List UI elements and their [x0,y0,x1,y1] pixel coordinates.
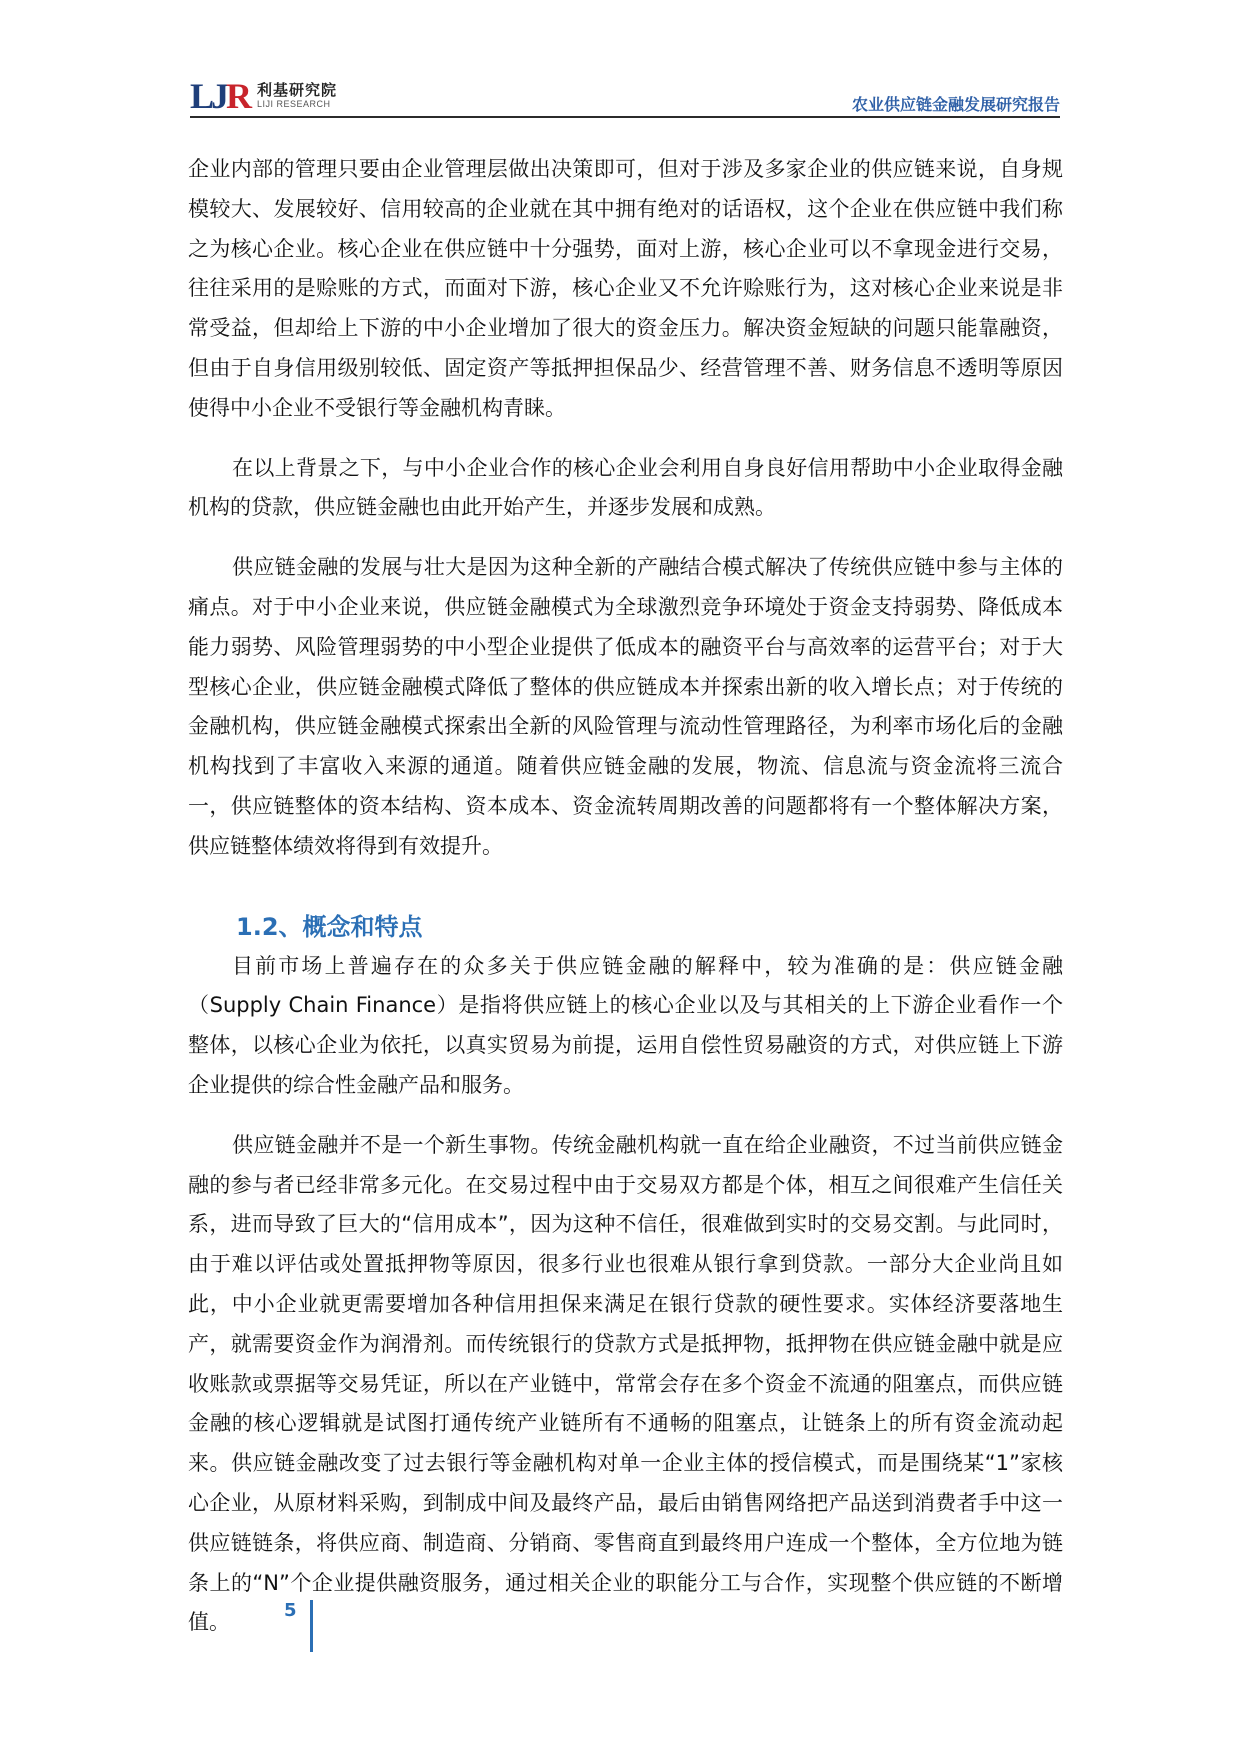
paragraph: 企业内部的管理只要由企业管理层做出决策即可，但对于涉及多家企业的供应链来说，自身规模较大、发展较好、信用较高的企业就在其中拥有绝对的话语权，这个企业在供应链中我们称之为核心企业。核心企业在供应链中十分强势，面对上游，核心企业可以不拿现金进行交易，往往采用的是赊账的方式，而面对下游，核心企业又不允许赊账行为，这对核心企业来说是非常受益，但却给上下游的中小企业增加了很大的资金压力。解决资金短缺的问题只能靠融资，但由于自身信用级别较低、固定资产等抵押担保品少、经营管理不善、财务信息不透明等原因使得中小企业不受银行等金融机构青睐。 [188,157,1063,420]
page-header [190,70,1060,118]
logo-text [257,82,337,110]
footer-bar [310,1600,313,1652]
document-body [188,150,1063,1643]
paragraph: 在以上背景之下，与中小企业合作的核心企业会利用自身良好信用帮助中小企业取得金融机构的贷款，供应链金融也由此开始产生，并逐步发展和成熟。 [188,455,1063,520]
paragraph: 目前市场上普遍存在的众多关于供应链金融的解释中，较为准确的是：供应链金融（Supply Chain Finance）是指将供应链上的核心企业以及与其相关的上下游企业看作一个整体，以核心企业为依托，以真实贸易为前提，运用自偿性贸易融资的方式，对供应链上下游企业提供的综合性金融产品和服务。 [188,953,1063,1097]
logo-chinese-name: 利基研究院 [257,81,338,99]
paragraph: 供应链金融并不是一个新生事物。传统金融机构就一直在给企业融资，不过当前供应链金融的参与者已经非常多元化。在交易过程中由于交易双方都是个体，相互之间很难产生信任关系，进而导致了巨大的“信用成本”，因为这种不信任，很难做到实时的交易交割。与此同时，由于难以评估或处置抵押物等原因，很多行业也很难从银行拿到贷款。一部分大企业尚且如此，中小企业就更需要增加各种信用担保来满足在银行贷款的硬性要求。实体经济要落地生产，就需要资金作为润滑剂。而传统银行的贷款方式是抵押物，抵押物在供应链金融中就是应收账款或票据等交易凭证，所以在产业链中，常常会存在多个资金不流通的阻塞点，而供应链金融的核心逻辑就是试图打通传统产业链所有不通畅的阻塞点，让链条上的所有资金流动起来。供应链金融改变了过去银行等金融机构对单一企业主体的授信模式，而是围绕某“1”家核心企业，从原材料采购，到制成中间及最终产品，最后由销售网络把产品送到消费者手中这一供应链链条，将供应商、制造商、分销商、零售商直到最终用户连成一个整体，全方位地为链条上的“N”个企业提供融资服务，通过相关企业的职能分工与合作，实现整个供应链的不断增值。 [188,1132,1063,1635]
header-divider [190,116,1060,118]
paragraph: 供应链金融的发展与壮大是因为这种全新的产融结合模式解决了传统供应链中参与主体的痛点。对于中小企业来说，供应链金融模式为全球激烈竞争环境处于资金支持弱势、降低成本能力弱势、风险管理弱势的中小型企业提供了低成本的融资平台与高效率的运营平台；对于大型核心企业，供应链金融模式降低了整体的供应链成本并探索出新的收入增长点；对于传统的金融机构，供应链金融模式探索出全新的风险管理与流动性管理路径，为利率市场化后的金融机构找到了丰富收入来源的通道。随着供应链金融的发展，物流、信息流与资金流将三流合一，供应链整体的资本结构、资本成本、资金流转周期改善的问题都将有一个整体解决方案，供应链整体绩效将得到有效提升。 [188,555,1063,858]
logo-mark: LJR [190,76,250,116]
liji-research-logo [190,76,337,116]
report-title: 农业供应链金融发展研究报告 [851,95,1060,114]
page-number: 5 [284,1600,297,1621]
logo-english-name: LIJI RESEARCH [257,99,331,109]
section-heading: 1.2、概念和特点 [236,912,423,941]
